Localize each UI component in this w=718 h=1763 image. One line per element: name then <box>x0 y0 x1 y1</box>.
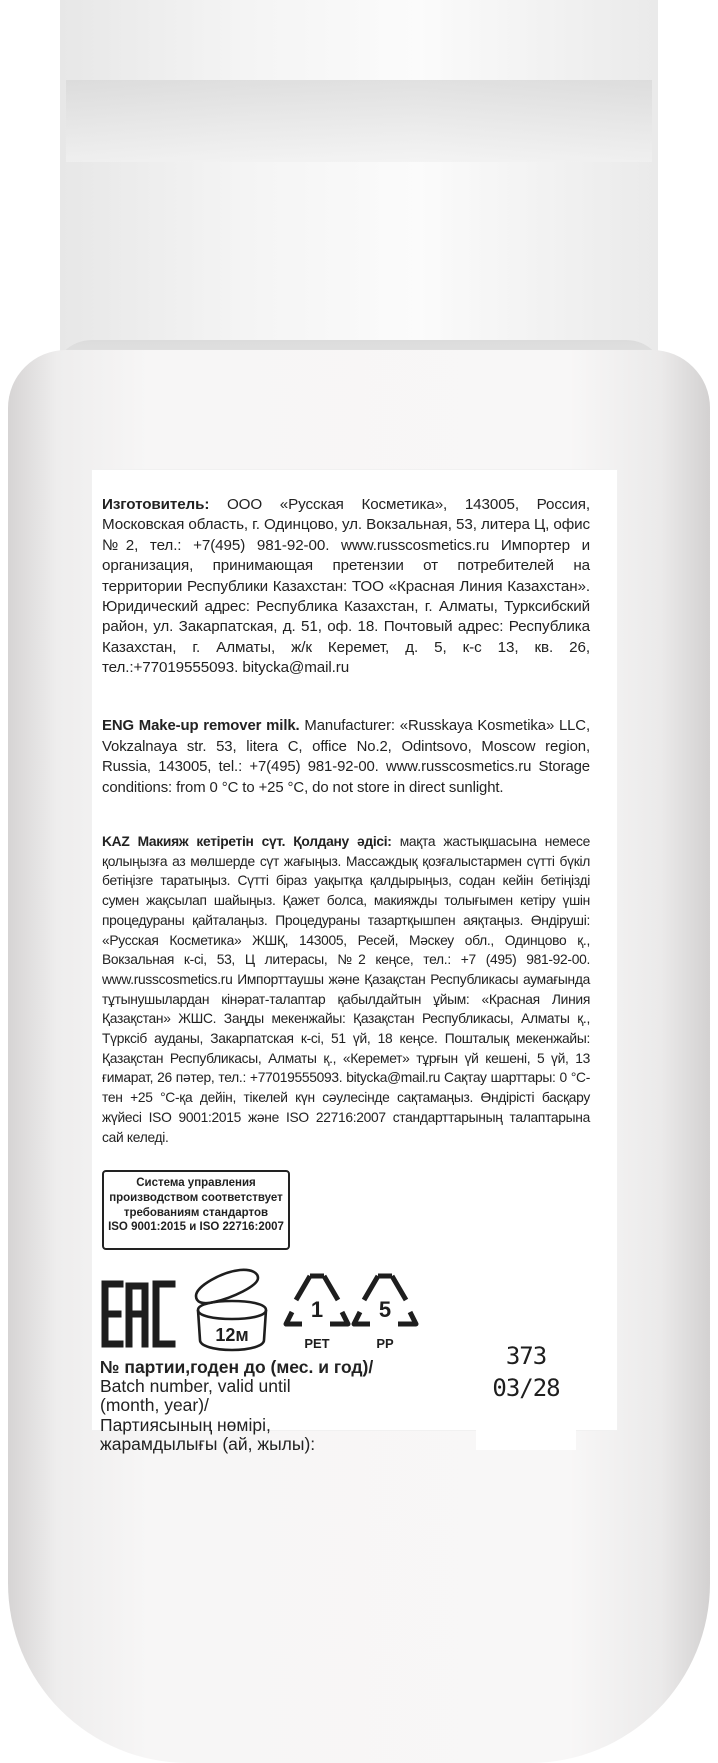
pao-label: 12м <box>215 1325 249 1345</box>
recycle-pet-icon <box>282 1268 352 1354</box>
kaz-text <box>102 832 590 1147</box>
standards-line-4: ISO 9001:2015 и ISO 22716:2007 <box>108 1221 284 1234</box>
svg-text:1: 1 <box>310 1297 324 1322</box>
svg-text:PP: PP <box>376 1336 394 1351</box>
cap-band <box>66 80 652 162</box>
ru-heading: Изготовитель: <box>102 496 210 513</box>
recycle-pp-icon <box>350 1268 420 1354</box>
eac-logo-icon <box>100 1278 178 1350</box>
batch-expiry: 03/28 <box>492 1374 560 1402</box>
batch-line-en-1: Batch number, valid until <box>100 1376 291 1397</box>
kaz-heading: KAZ Макияж кетіретін сүт. Қолдану әдісі: <box>102 834 392 849</box>
standards-line-1: Система управления <box>136 1177 256 1189</box>
eng-body: Manufacturer: «Russkaya Kosmetika» LLC, Vokzalnaya str. 53, litera C, office No.2, Odintsovo, Moscow region, Russia, 143005, tel.: +7(495) 981-92-00. www.russcosmetics.ru Storage conditions: from 0 °C to +25 °C, do not store in direct sunlight. <box>102 718 591 796</box>
svg-text:5: 5 <box>378 1297 392 1322</box>
svg-text:PET: PET <box>304 1336 330 1351</box>
kaz-body: мақта жастықшасына немесе қолыңызға аз мөлшерде сүт жағыңыз. Массаждық қозғалыстармен сүтті бүкіл бетіңізге таратыңыз. Сүтті біраз уақытқа қалдырыңыз, содан кейін бетіңізді сумен жақсылап шайыңыз. Қажет болса, макияжды толығымен кетіру үшін процедураны қайталаңыз. Процедураны тазартқышпен аяқтаңыз. Өндіруші: «Русская Косметика» ЖШҚ, 143005, Ресей, Мәскеу обл., Одинцово қ., Вокзальная к-сі, 53, Ц литерасы, №2 кеңсе, тел.: +7 (495) 981-92-00. www.russcosmetics.ru Импорттаушы және Қазақстан Республикасы аумағында тұтынушылардан кінәрат-талаптар қабылдайтын ұйым: «Красная Линия Қазақстан» ЖШС. Заңды мекенжайы: Қазақстан Республикасы, Алматы қ., Түрксіб ауданы, Закарпатская к-сі, 51 үй, 18 кеңсе. Пошталық мекенжайы: Қазақстан Республикасы, Алматы қ., «Керемет» тұрғын үй кешені, 5 үй, 13 ғимарат, 26 пәтер, тел.: +77019555093. bitycka@mail.ru Сақтау шарттары: 0 °С-тен +25 °С-қа дейін, тікелей күн сәулесінде сақтамаңыз. Өндірісті басқару жүйесі ISO 9001:2015 және ISO 22716:2007 стандарттарының талаптарына сай келеді. <box>102 834 590 1145</box>
standards-box <box>102 1170 290 1250</box>
standards-line-3: требованиям стандартов <box>123 1206 269 1219</box>
open-jar-pao-icon <box>188 1266 276 1352</box>
ru-manufacturer-text <box>102 495 590 679</box>
batch-number: 373 <box>505 1342 547 1370</box>
standards-line-2: производством соответствует <box>109 1191 283 1204</box>
batch-line-en-2: (month, year)/ <box>100 1395 209 1416</box>
batch-label <box>100 1358 400 1454</box>
batch-code <box>476 1320 576 1450</box>
eng-heading: ENG Make-up remover milk. <box>102 718 300 734</box>
batch-line-ru: № партии,годен до (мес. и год)/ <box>100 1357 374 1377</box>
ru-body: ООО «Русская Косметика», 143005, Россия, Московская область, г. Одинцово, ул. Вокзальная, 53, литера Ц, офис №2, тел.: +7(495) 981-92-00. www.russcosmetics.ru Импортер и организация, принимающая претензии от потребителей на территории Республики Казахстан: ТОО «Красная Линия Казахстан». Юридический адрес: Республика Казахстан, г. Алматы, Турксибский район, ул. Закарпатская, д. 51, оф. 18. Почтовый адрес: Республика Казахстан, г. Алматы, ж/к Керемет, д. 5, к-с 13, кв. 26, тел.:+77019555093. bitycka@mail.ru <box>102 496 590 677</box>
batch-line-kz-1: Партиясының нөмірі, <box>100 1414 271 1435</box>
batch-line-kz-2: жарамдылығы (ай, жылы): <box>100 1433 316 1454</box>
eng-text <box>102 716 590 798</box>
bottle-cap <box>60 0 658 372</box>
